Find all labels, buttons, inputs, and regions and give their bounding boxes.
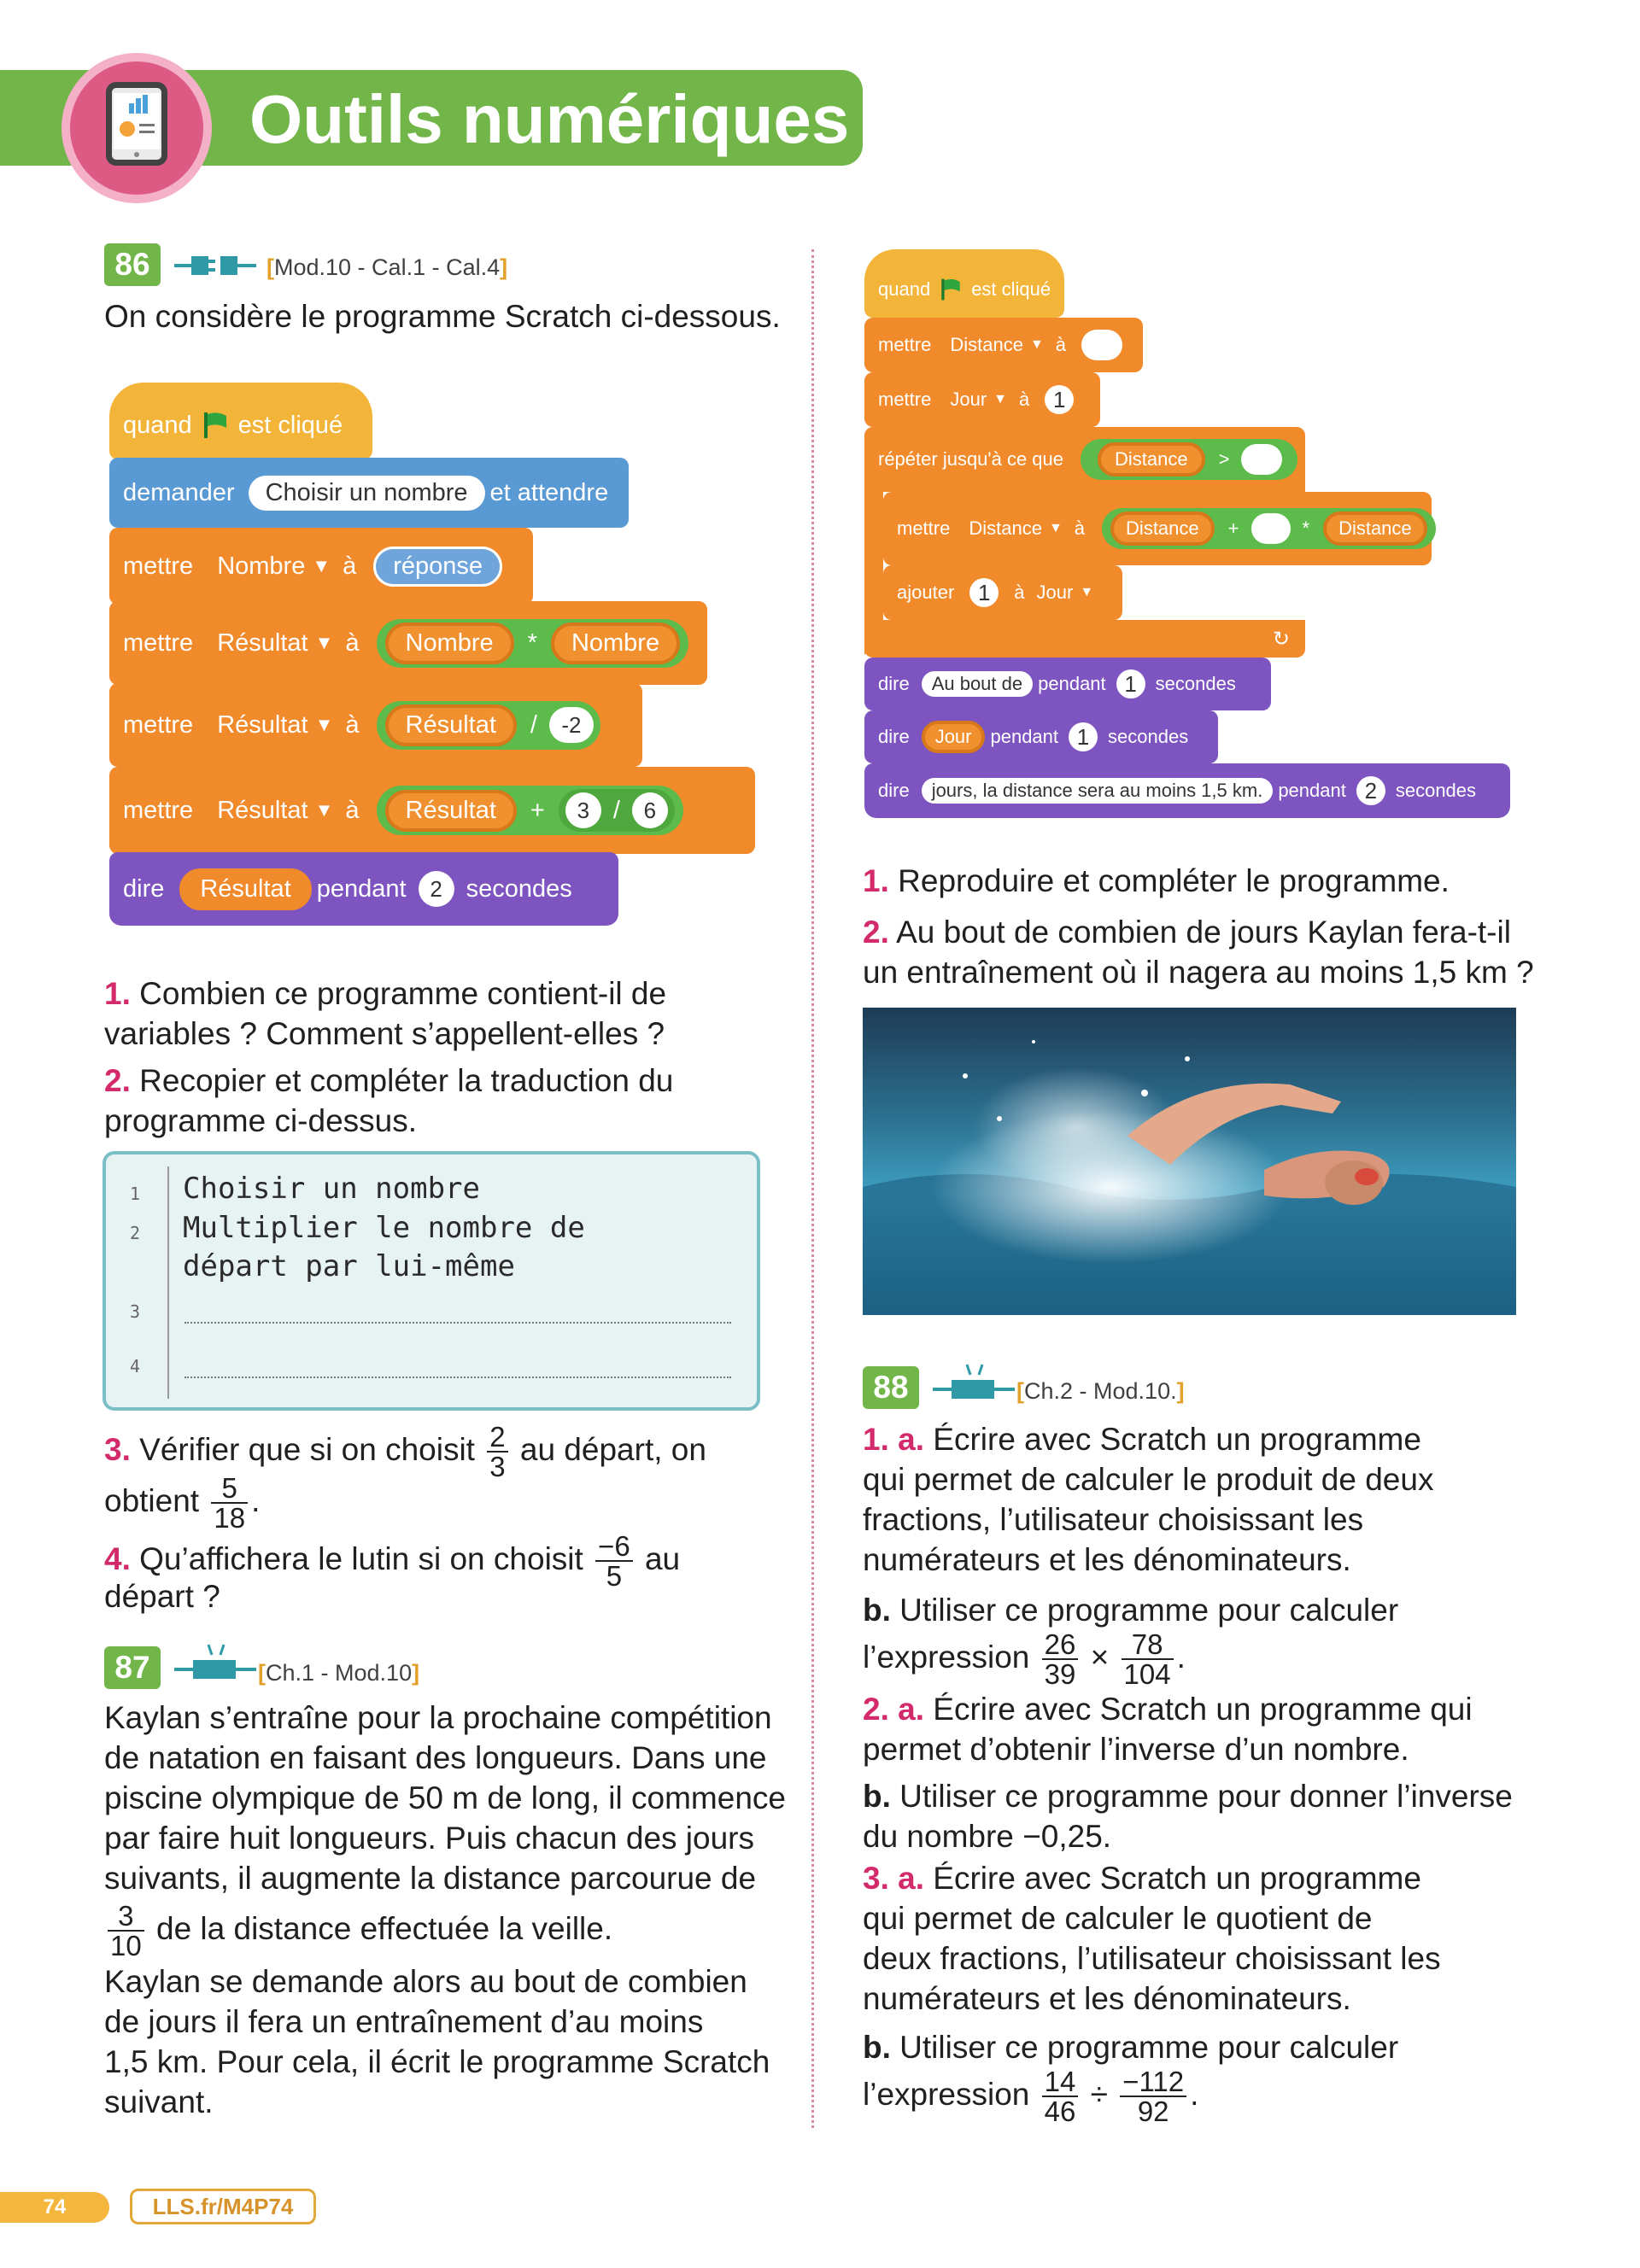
exercise-number-87: 87 (104, 1646, 161, 1689)
exercise-88-ref: [Ch.2 - Mod.10.] (1016, 1378, 1185, 1404)
page-title: Outils numériques (249, 81, 850, 157)
exercise-88-q1a: 1. a. Écrire avec Scratch un programme qui permet de calculer le produit de deux fractions, l’utilisateur choisissant les numérateurs et les dénominateurs. (863, 1422, 1434, 1577)
exercise-86-q4-cont: départ ? (104, 1579, 220, 1614)
exercise-number-88: 88 (863, 1366, 919, 1409)
exercise-86-ref: [Mod.10 - Cal.1 - Cal.4] (266, 254, 508, 280)
scratch-87-loop-end (864, 620, 1305, 658)
exercise-86-intro: On considère le programme Scratch ci-dessous. (104, 299, 781, 334)
exercise-86-q2: 2. Recopier et compléter la traduction du programme ci-dessus. (104, 1063, 674, 1138)
lls-link[interactable]: LLS.fr/M4P74 (130, 2189, 316, 2224)
exercise-88-q3a: 3. a. Écrire avec Scratch un programme qui permet de calculer le quotient de deux fractions, l’utilisateur choisissant les numérateurs et les dénominateurs. (863, 1861, 1441, 2016)
code-blank-line-3 (184, 1322, 731, 1324)
code-line-2b: départ par lui-même (183, 1249, 515, 1283)
scratch-hat-block: quand est cliqué (109, 383, 372, 459)
code-translation-box: 1 Choisir un nombre 2 Multiplier le nombre de départ par lui-même 3 4 (102, 1151, 760, 1411)
scratch-87-set-jour: mettre Jour ▼ à 1 (864, 372, 1100, 427)
swimmer-photo (863, 1008, 1516, 1315)
exercise-88-q2b: b. Utiliser ce programme pour donner l’inverse du nombre −0,25. (863, 1779, 1513, 1854)
tablet-chart-icon (106, 82, 167, 166)
loop-arrow-icon: ↻ (1272, 627, 1290, 651)
exercise-87-q1: 1. Reproduire et compléter le programme. (863, 863, 1450, 898)
column-divider (811, 249, 814, 2128)
scratch-ask-block: demander Choisir un nombre et attendre (109, 458, 629, 528)
scratch-plug-icon (174, 251, 256, 284)
exercise-88-q2a: 2. a. Écrire avec Scratch un programme qui permet d’obtenir l’inverse d’un nombre. (863, 1692, 1473, 1767)
exercise-86-q4: 4. Qu’affichera le lutin si on choisit $\frac{-6}{5}$ au (104, 1530, 681, 1592)
scratch-set-resultat-add-block: mettre Résultat ▼ à Résultat + 3 / 6 (109, 767, 755, 854)
scratch-87-set-distance: mettre Distance ▼ à (864, 318, 1143, 372)
scratch-87-say-final: dire jours, la distance sera au moins 1,5 km. pendant 2 secondes (864, 763, 1510, 818)
exercise-88-q3b: b. Utiliser ce programme pour calculer l’expression $\frac{14}{46}$ ÷ $\frac{-112}{92}$ . (863, 2030, 1399, 2127)
ask-text-pill: Choisir un nombre (249, 476, 485, 511)
code-blank-line-4 (184, 1377, 731, 1378)
green-flag-icon (201, 411, 230, 440)
scratch-plug-connected-icon (174, 1641, 256, 1688)
code-line-1: Choisir un nombre (183, 1172, 480, 1206)
scratch-87-set-distance-formula: mettre Distance ▼ à Distance + * Distance (883, 492, 1432, 565)
scratch-set-resultat-divide-block: mettre Résultat ▼ à Résultat / -2 (109, 683, 642, 767)
scratch-87-say-aubout: dire Au bout de pendant 1 secondes (864, 658, 1271, 710)
exercise-87-ref: [Ch.1 - Mod.10] (258, 1660, 420, 1686)
scratch-87-hat-block: quand est cliqué (864, 249, 1064, 318)
exercise-87-q2: 2. Au bout de combien de jours Kaylan fera-t-il un entraînement où il nagera au moins 1,5 km ? (863, 915, 1534, 990)
scratch-87-repeat-until: répéter jusqu'à ce que Distance > (864, 427, 1305, 492)
scratch-set-nombre-block: mettre Nombre ▼ à réponse (109, 528, 533, 605)
exercise-88-q1b: b. Utiliser ce programme pour calculer l’expression $\frac{26}{39}$ × $\frac{78}{104}$ . (863, 1593, 1399, 1690)
code-line-2a: Multiplier le nombre de (183, 1211, 585, 1245)
scratch-87-say-jour: dire Jour pendant 1 secondes (864, 710, 1218, 763)
exercise-86-q3: 3. Vérifier que si on choisit $\frac{2}{3}$ au départ, on (104, 1421, 706, 1482)
scratch-set-resultat-square-block: mettre Résultat ▼ à Nombre * Nombre (109, 601, 707, 685)
exercise-87-text: Kaylan s’entraîne pour la prochaine compétition de natation en faisant des longueurs. Dans une piscine olympique de 50 m de long, il commence par faire huit longueurs. Puis chacun des jours suivants, il augmente la distance parcourue de $\frac{3}{10}$ de la distance effectuée la veille. Kaylan se demande alors au bout de combien de jours il fera un entraînement d’au moins 1,5 km. Pour cela, il écrit le programme Scratch suivant. (104, 1700, 786, 2119)
scratch-87-add-jour: ajouter 1 à Jour ▼ (883, 565, 1122, 620)
page-number: 74 (0, 2192, 109, 2223)
scratch-say-block: dire Résultat pendant 2 secondes (109, 852, 618, 926)
exercise-86-q1: 1. Combien ce programme contient-il de variables ? Comment s’appellent-elles ? (104, 976, 667, 1051)
scratch-plug-connected-icon-88 (933, 1361, 1015, 1408)
exercise-86-q3-cont: obtient $\frac{5}{18}$ . (104, 1472, 261, 1534)
exercise-number-86: 86 (104, 243, 161, 286)
green-flag-icon (939, 278, 963, 301)
